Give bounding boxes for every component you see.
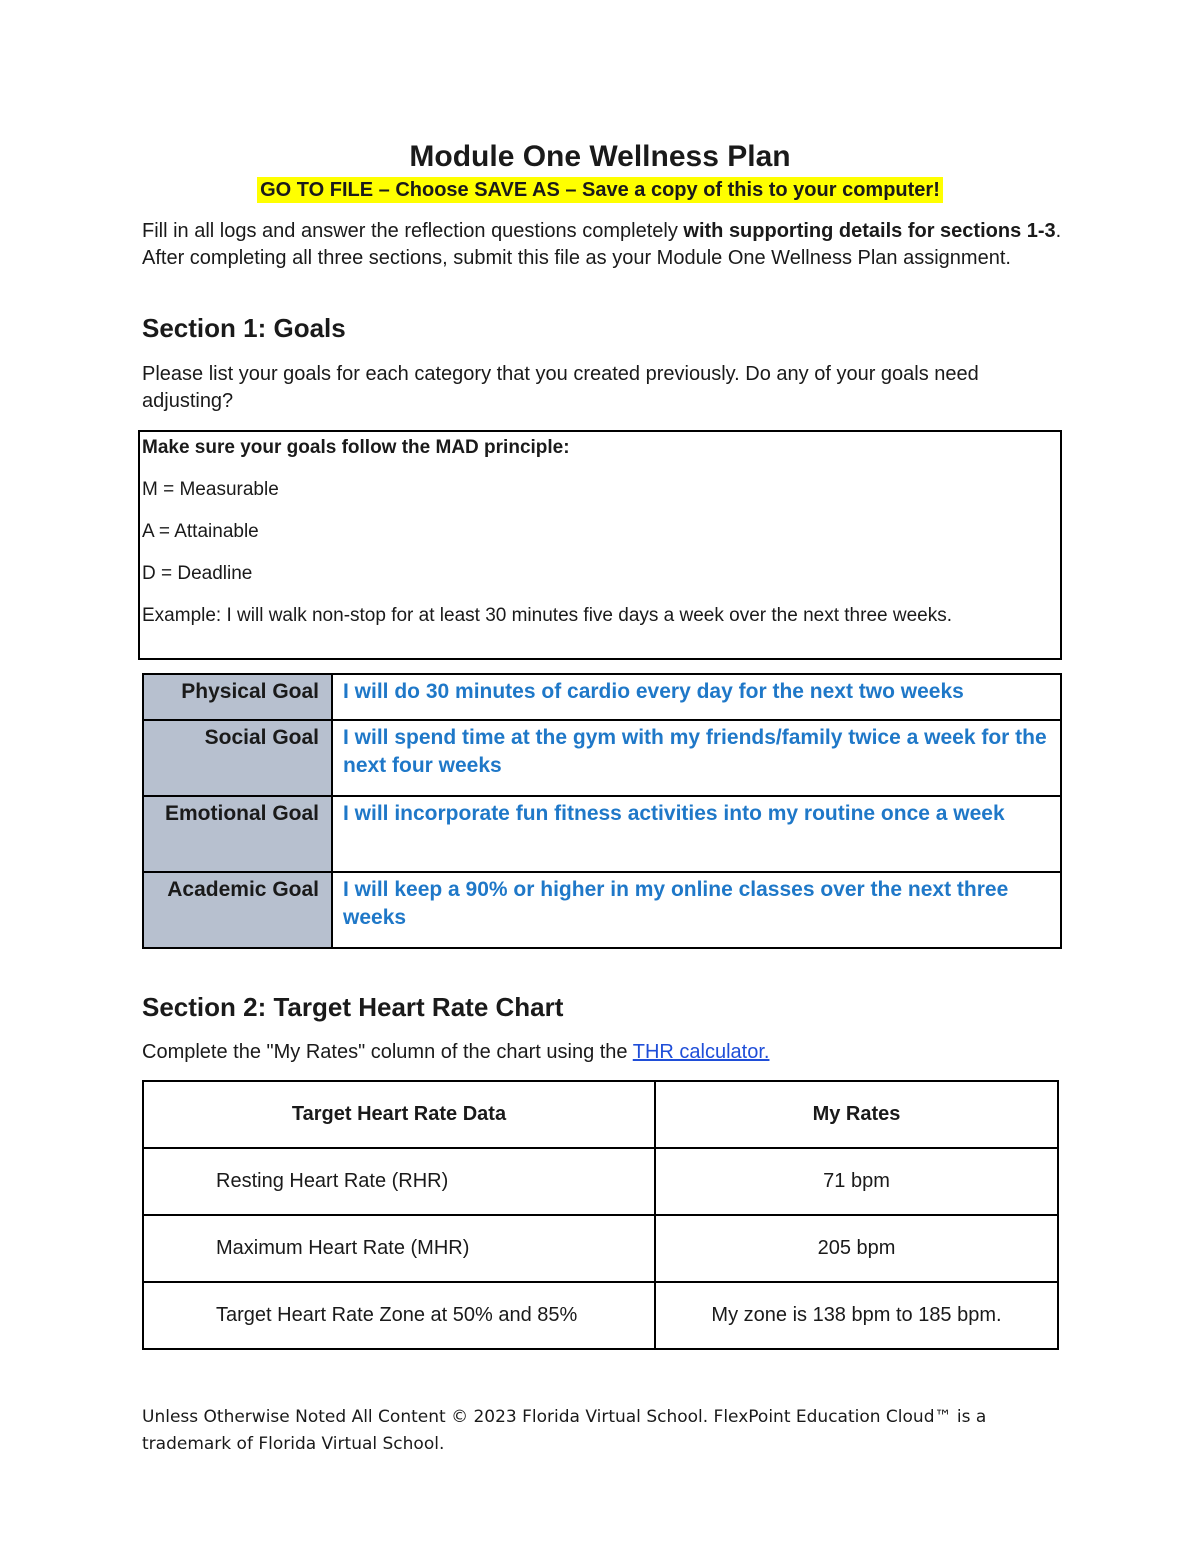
goal-value[interactable]: I will do 30 minutes of cardio every day for the next two weeks: [332, 674, 1061, 720]
intro-text-1: Fill in all logs and answer the reflection questions completely: [142, 220, 684, 242]
save-instruction-banner: GO TO FILE – Choose SAVE AS – Save a copy of this to your computer!: [257, 177, 943, 203]
heart-rate-row: [143, 1215, 1058, 1282]
mad-deadline: D = Deadline: [142, 563, 253, 584]
column-header-data: Target Heart Rate Data: [143, 1081, 655, 1148]
rate-label: Maximum Heart Rate (MHR): [143, 1215, 655, 1282]
goal-value[interactable]: I will keep a 90% or higher in my online classes over the next three weeks: [332, 872, 1061, 948]
rate-label: Target Heart Rate Zone at 50% and 85%: [143, 1282, 655, 1349]
heart-rate-row: [143, 1282, 1058, 1349]
thr-calculator-link[interactable]: THR calculator.: [632, 1041, 770, 1063]
goal-value[interactable]: I will incorporate fun fitness activities into my routine once a week: [332, 796, 1061, 872]
heart-rate-row: [143, 1148, 1058, 1215]
goal-row: [143, 872, 1061, 948]
heart-rate-table: [142, 1080, 1059, 1350]
mad-measurable: M = Measurable: [142, 479, 279, 500]
mad-principle-box: [138, 430, 1062, 660]
rate-value[interactable]: 71 bpm: [655, 1148, 1058, 1215]
mad-attainable: A = Attainable: [142, 521, 259, 542]
goal-label: Academic Goal: [143, 872, 332, 948]
goals-table: [142, 673, 1062, 949]
goal-label: Social Goal: [143, 720, 332, 796]
mad-heading: Make sure your goals follow the MAD principle:: [142, 437, 570, 458]
section1-prompt: Please list your goals for each category that you created previously. Do any of your goals need adjusting?: [142, 363, 979, 412]
copyright-footer: Unless Otherwise Noted All Content © 2023 Florida Virtual School. FlexPoint Education Cloud™ is a trademark of Florida Virtual School.: [142, 1407, 987, 1454]
column-header-my-rates: My Rates: [655, 1081, 1058, 1148]
page-title: Module One Wellness Plan: [409, 140, 791, 173]
goal-row: [143, 720, 1061, 796]
rate-value[interactable]: My zone is 138 bpm to 185 bpm.: [655, 1282, 1058, 1349]
goal-label: Physical Goal: [143, 674, 332, 720]
mad-example: Example: I will walk non-stop for at least 30 minutes five days a week over the next three weeks.: [142, 605, 952, 626]
section1-heading: Section 1: Goals: [142, 313, 346, 343]
section2-prompt: [142, 1039, 1062, 1066]
heart-rate-header-row: [143, 1081, 1058, 1148]
goal-row: [143, 796, 1061, 872]
goal-label: Emotional Goal: [143, 796, 332, 872]
intro-paragraph: [142, 218, 1062, 271]
goal-row: [143, 674, 1061, 720]
save-instruction-banner-wrap: [0, 177, 1200, 203]
goal-value[interactable]: I will spend time at the gym with my friends/family twice a week for the next four weeks: [332, 720, 1061, 796]
rate-value[interactable]: 205 bpm: [655, 1215, 1058, 1282]
section2-heading: Section 2: Target Heart Rate Chart: [142, 992, 564, 1022]
rate-label: Resting Heart Rate (RHR): [143, 1148, 655, 1215]
intro-bold-text: with supporting details for sections 1-3: [683, 220, 1056, 242]
intro-text-2: . After completing all three sections, submit this file as your Module One Wellness Plan assignment.: [142, 220, 1062, 269]
section2-prompt-text: Complete the "My Rates" column of the chart using the: [142, 1041, 633, 1063]
